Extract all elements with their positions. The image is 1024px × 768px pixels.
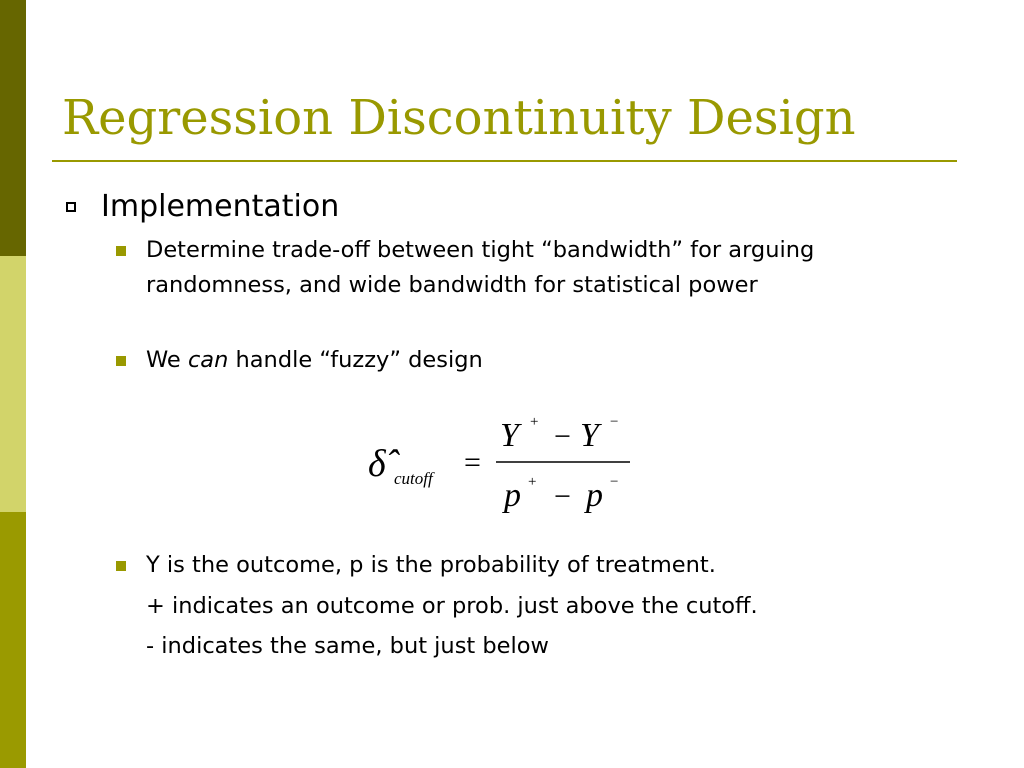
fuzzy-text-emphasis: can [187, 347, 229, 373]
square-bullet-icon [116, 356, 126, 366]
formula-denominator-p-left: p [504, 477, 521, 514]
bullet-tradeoff: Determine trade-off between tight “bandwidth” for arguing randomness, and wide bandwidth for statistical power [146, 237, 815, 298]
formula-denominator-p-right: p [586, 477, 603, 514]
decorative-bar-middle [0, 256, 26, 512]
formula-numerator-minus: − [554, 420, 571, 453]
decorative-bar-top [0, 0, 26, 256]
formula-numerator-sup-minus: − [610, 414, 619, 430]
formula-subscript: cutoff [394, 469, 433, 488]
note-minus-meaning: - indicates the same, but just below [146, 633, 549, 659]
cutoff-estimator-formula [358, 400, 648, 530]
bullet-fuzzy-design [146, 343, 483, 378]
slide-title: Regression Discontinuity Design [62, 90, 856, 146]
bullet-implementation: Implementation [101, 189, 340, 224]
bullet-outcome-definition: Y is the outcome, p is the probability of treatment. [146, 552, 716, 578]
note-plus-meaning: + indicates an outcome or prob. just above the cutoff. [146, 593, 758, 619]
title-divider [52, 160, 957, 162]
decorative-bar-bottom [0, 512, 26, 768]
formula-denominator-sup-minus: − [610, 474, 619, 490]
formula-numerator-y-right: Y [580, 417, 599, 454]
formula-numerator-sup-plus: + [530, 414, 539, 430]
formula-equals: = [464, 446, 481, 479]
hollow-square-bullet-icon [66, 202, 76, 212]
square-bullet-icon [116, 561, 126, 571]
formula-numerator-y-left: Y [500, 417, 519, 454]
square-bullet-icon [116, 246, 126, 256]
formula-denominator-minus: − [554, 480, 571, 513]
formula-denominator-sup-plus: + [528, 474, 537, 490]
fuzzy-text-after: handle “fuzzy” design [228, 347, 483, 373]
fuzzy-text-before: We [146, 347, 188, 373]
formula-delta-hat: δ̂ [368, 443, 386, 485]
